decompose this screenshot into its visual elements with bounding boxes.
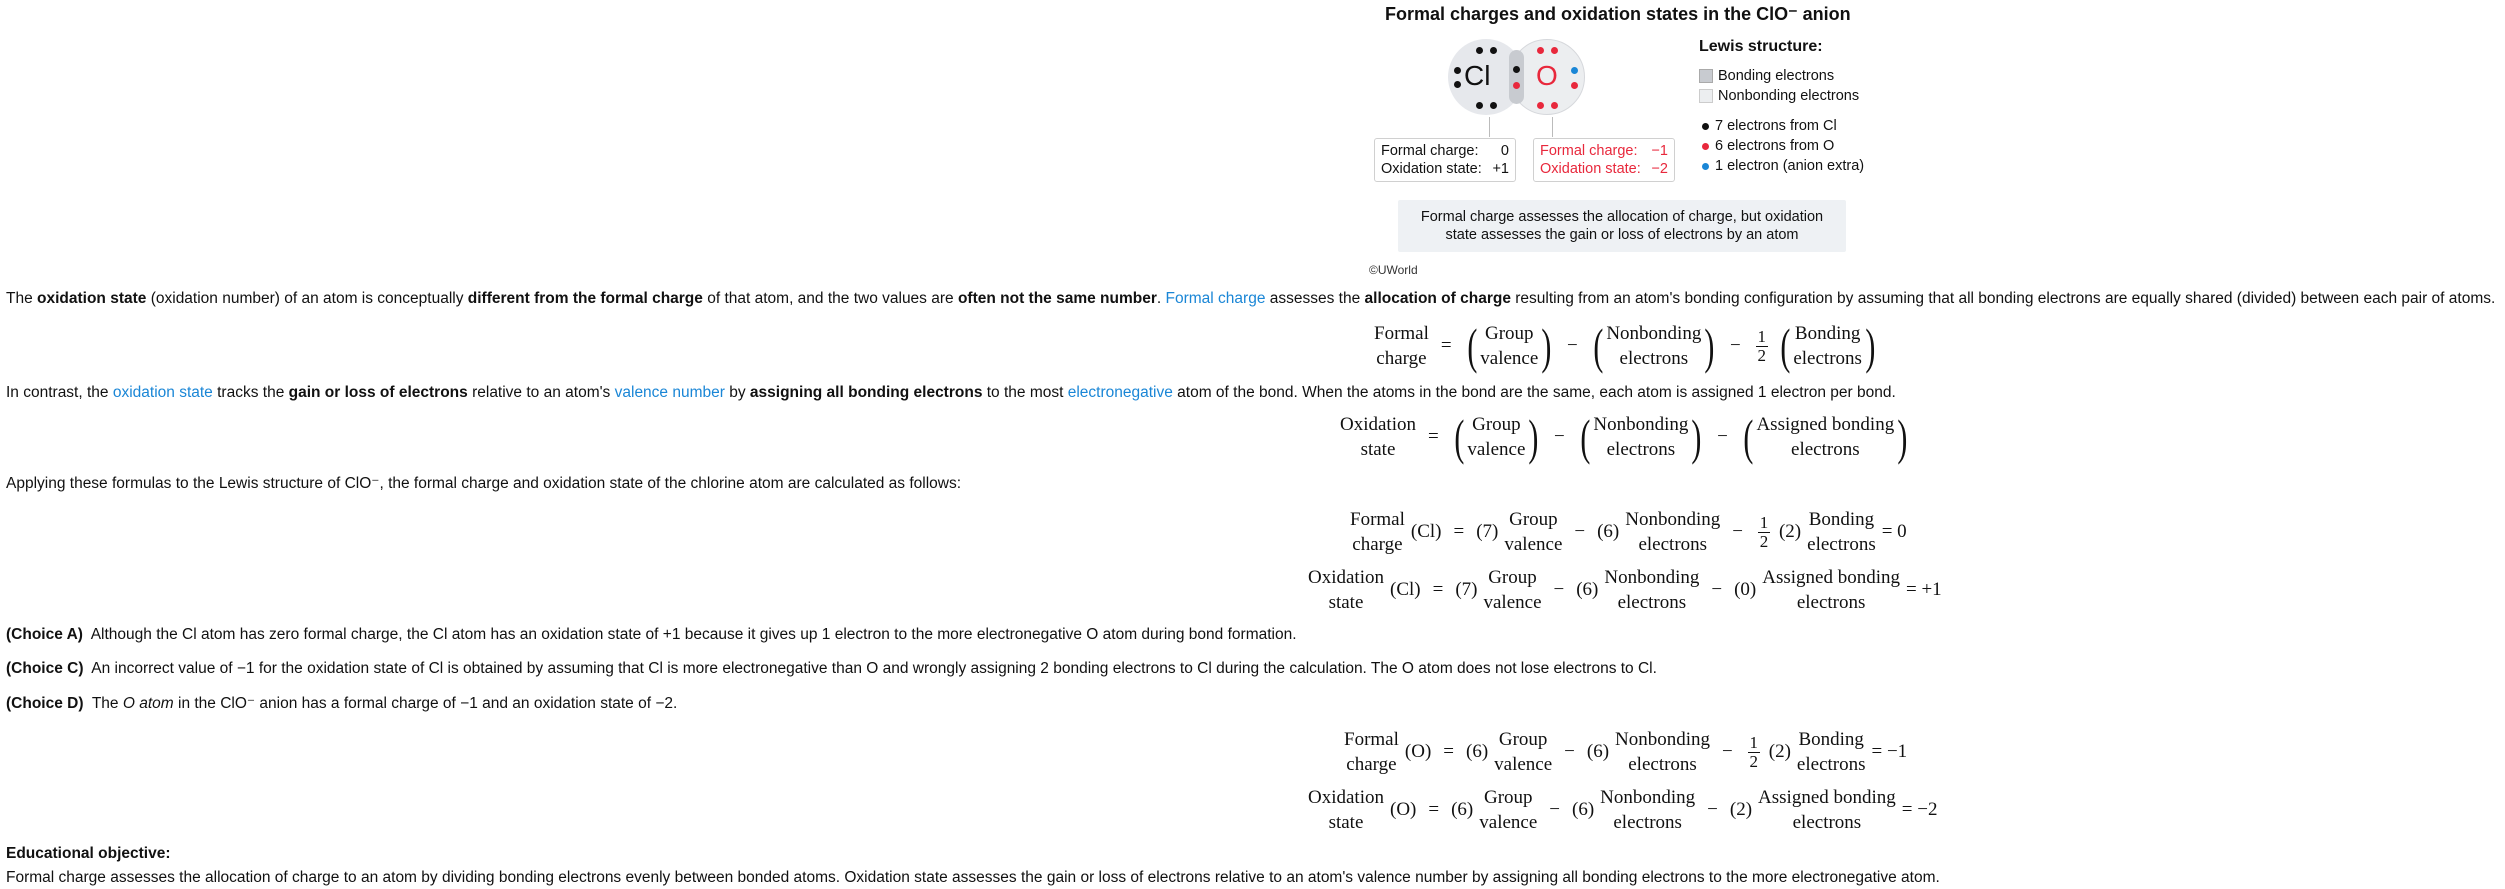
o-electron <box>1551 47 1558 54</box>
o-oxidation-state-calc: Oxidation state (O) = (6) Group valence − (6) Nonbonding electrons − (2) Assigned bonding electrons = −2 <box>1308 787 1938 833</box>
o-electron <box>1537 102 1544 109</box>
o-os-label: Oxidation state: <box>1540 161 1641 177</box>
bonding-overlap <box>1509 50 1524 104</box>
o-electron <box>1551 102 1558 109</box>
extra-electron-swatch <box>1702 163 1709 170</box>
figure-title: Formal charges and oxidation states in the ClO⁻ anion <box>1385 4 1851 24</box>
choice-c: (Choice C) An incorrect value of −1 for the oxidation state of Cl is obtained by assuming that Cl is more electronegative than O and wrongly assigning 2 bonding electrons to Cl during the calculation. The O atom does not lose electrons to Cl. <box>6 660 1657 677</box>
objective-text: Formal charge assesses the allocation of charge to an atom by dividing bonding electrons evenly between bonded atoms. Oxidation state assesses the gain or loss of electrons relative to an atom's valence number by assigning all bonding electrons to the more electronegative atom. <box>6 869 1940 886</box>
o-formal-charge-calc: Formal charge (O) = (6) Group valence − (6) Nonbonding electrons − 1 2 (2) Bonding electrons = −1 <box>1344 729 1908 775</box>
o-fc-value: −1 <box>1651 143 1668 159</box>
electronegative-link[interactable]: electronegative <box>1067 384 1173 401</box>
objective-title: Educational objective: <box>6 845 171 862</box>
choice-d: (Choice D) The O atom in the ClO⁻ anion has a formal charge of −1 and an oxidation state of −2. <box>6 695 678 712</box>
cl-electron <box>1454 67 1461 74</box>
figure-caption: Formal charge assesses the allocation of charge, but oxidation state assesses the gain or loss of electrons by an atom <box>1398 200 1846 252</box>
cl-bonding-electron <box>1513 66 1520 73</box>
o-os-value: −2 <box>1651 161 1668 177</box>
cl-electron <box>1454 81 1461 88</box>
o-electron <box>1537 47 1544 54</box>
legend-o-electrons: 6 electrons from O <box>1715 138 1835 154</box>
legend-bonding: Bonding electrons <box>1718 68 1835 84</box>
nonbonding-swatch <box>1699 89 1713 103</box>
o-bonding-electron <box>1513 82 1520 89</box>
eq1-lhs: Formal charge <box>1374 323 1429 369</box>
o-electron-swatch <box>1702 143 1709 150</box>
paragraph-intro: The oxidation state (oxidation number) of an atom is conceptually different from the formal charge of that atom, and the two values are often not the same number. Formal charge assesses the allocation of charge resulting from an atom's bonding configuration by assuming that all bonding electrons are equally shared (divided) between each pair of atoms. <box>6 290 2496 307</box>
cl-electron <box>1490 102 1497 109</box>
cl-os-label: Oxidation state: <box>1381 161 1482 177</box>
cl-fc-label: Formal charge: <box>1381 143 1479 159</box>
legend-extra-electron: 1 electron (anion extra) <box>1715 158 1865 174</box>
formal-charge-equation: Formal charge = ( Group valence ) − ( Nonbonding electrons ) − 1 2 ( Bonding electrons ) <box>1374 318 1876 374</box>
cl-oxidation-state-calc: Oxidation state (Cl) = (7) Group valence − (6) Nonbonding electrons − (0) Assigned bonding electrons = +1 <box>1308 567 1942 613</box>
oxidation-state-equation: Oxidation state = ( Group valence ) − ( Nonbonding electrons ) − ( Assigned bonding electrons ) <box>1340 409 1908 465</box>
legend-title: Lewis structure: <box>1699 38 1823 55</box>
cl-os-value: +1 <box>1492 161 1509 177</box>
copyright: ©UWorld <box>1369 263 1418 277</box>
legend <box>1699 38 1864 176</box>
connector-line <box>1552 117 1553 137</box>
o-electron <box>1571 82 1578 89</box>
cl-fc-value: 0 <box>1500 143 1509 159</box>
cl-formal-charge-calc: Formal charge (Cl) = (7) Group valence − (6) Nonbonding electrons − 1 2 (2) Bonding electrons = 0 <box>1350 509 1907 555</box>
legend-cl-electrons: 7 electrons from Cl <box>1715 118 1837 134</box>
lewis-structure <box>1440 36 1600 126</box>
o-charge-box <box>1533 138 1675 182</box>
connector-line <box>1489 117 1490 137</box>
cl-electron <box>1476 47 1483 54</box>
paragraph-oxidation: In contrast, the oxidation state tracks the gain or loss of electrons relative to an atom's valence number by assigning all bonding electrons to the most electronegative atom of the bond. When the atoms in the bond are the same, each atom is assigned 1 electron per bond. <box>6 384 1896 401</box>
cl-charge-box <box>1374 138 1516 182</box>
paragraph-applying: Applying these formulas to the Lewis structure of ClO⁻, the formal charge and oxidation state of the chlorine atom are calculated as follows: <box>6 475 962 492</box>
eq2-lhs: Oxidation state <box>1340 414 1416 460</box>
valence-number-link[interactable]: valence number <box>614 384 725 401</box>
cl-electron <box>1476 102 1483 109</box>
o-fc-label: Formal charge: <box>1540 143 1638 159</box>
formal-charge-link[interactable]: Formal charge <box>1165 290 1266 307</box>
cl-electron <box>1490 47 1497 54</box>
cl-symbol: Cl <box>1464 60 1491 91</box>
oxidation-state-link[interactable]: oxidation state <box>112 384 213 401</box>
extra-electron <box>1571 67 1578 74</box>
cl-electron-swatch <box>1702 123 1709 130</box>
o-symbol: O <box>1536 60 1558 91</box>
choice-a: (Choice A) Although the Cl atom has zero formal charge, the Cl atom has an oxidation state of +1 because it gives up 1 electron to the more electronegative O atom during bond formation. <box>6 626 1297 643</box>
bonding-swatch <box>1699 69 1713 83</box>
legend-nonbonding: Nonbonding electrons <box>1718 88 1860 104</box>
